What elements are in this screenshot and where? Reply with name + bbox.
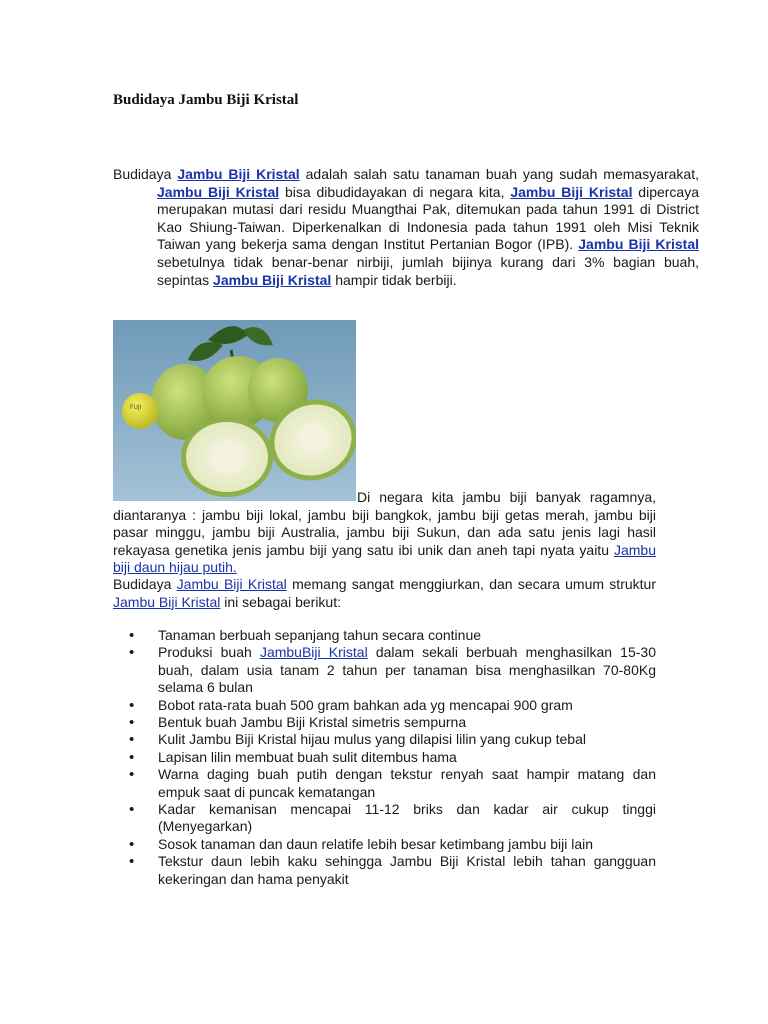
intro-paragraph — [113, 166, 699, 289]
intro-text: hampir tidak berbiji. — [331, 271, 457, 288]
page-title: Budidaya Jambu Biji Kristal — [113, 92, 299, 108]
link-jambu-biji-kristal[interactable]: Jambu Biji Kristal — [578, 236, 699, 253]
structure-text: ini sebagai berikut: — [220, 593, 342, 610]
structure-text: memang sangat menggiurkan, dan secara umum struktur — [286, 576, 656, 592]
list-item: • Bentuk buah Jambu Biji Kristal simetris sempurna — [113, 714, 656, 731]
link-jambu-biji-daun-hijau-putih[interactable]: Jambu biji daun hijau putih. — [113, 541, 656, 576]
features-list — [113, 627, 656, 888]
list-item — [113, 644, 656, 696]
intro-text: bisa dibudidayakan di negara kita, — [279, 183, 511, 200]
link-jambu-biji-kristal[interactable]: Jambu Biji Kristal — [113, 593, 221, 610]
link-jambu-biji-kristal[interactable]: Jambu Biji Kristal — [157, 183, 280, 200]
varieties-text: Di negara kita jambu biji banyak ragamnya, diantaranya : jambu biji lokal, jambu biji bangkok, jambu biji getas merah, jambu biji pasar minggu, jambu biji Australia, jambu biji Sukun, dan ada satu jenis lagi hasil rekayasa genetika jenis jambu biji yang satu ibi unik dan aneh tapi nyata yaitu — [113, 489, 656, 558]
photo-sticker-text: FUJI — [130, 404, 142, 411]
list-item: • Kadar kemanisan mencapai 11-12 briks dan kadar air cukup tinggi (Menyegarkan) — [113, 801, 656, 836]
list-item: • Warna daging buah putih dengan tekstur renyah saat hampir matang dan empuk saat di puncak kematangan — [113, 766, 656, 801]
intro-text: dipercaya merupakan mutasi dari residu Muangthai Pak, ditemukan pada tahun 1991 di District Kao Shiung-Taiwan. Diperkenalkan di Indonesia pada tahun 1991 oleh Misi Teknik Taiwan yang bekerja sama dengan Institut Pertanian Bogor (IPB). — [157, 183, 700, 253]
structure-paragraph — [113, 576, 656, 611]
list-item: • Bobot rata-rata buah 500 gram bahkan ada yg mencapai 900 gram — [113, 697, 656, 714]
link-jambu-biji-kristal[interactable]: Jambu Biji Kristal — [213, 271, 332, 288]
list-item: • Tekstur daun lebih kaku sehingga Jambu Biji Kristal lebih tahan gangguan kekeringan dan hama penyakit — [113, 853, 656, 888]
intro-text: sebetulnya tidak benar-benar nirbiji, jumlah bijinya kurang dari 3% bagian buah, sepintas — [157, 253, 699, 288]
guava-photo — [113, 320, 356, 501]
varieties-paragraph — [113, 489, 656, 577]
list-item-text: dalam sekali berbuah menghasilkan 15-30 buah, dalam usia tanam 2 tahun per tanaman bisa menghasilkan 70-80Kg selama 6 bulan — [158, 644, 656, 696]
intro-text: Budidaya — [113, 166, 178, 182]
list-item: • Sosok tanaman dan daun relatife lebih besar ketimbang jambu biji lain — [113, 836, 656, 853]
list-item: • Lapisan lilin membuat buah sulit ditembus hama — [113, 749, 656, 766]
list-item: • Kulit Jambu Biji Kristal hijau mulus yang dilapisi lilin yang cukup tebal — [113, 731, 656, 748]
structure-text: Budidaya — [113, 576, 177, 592]
link-jambubiji-kristal[interactable]: JambuBiji Kristal — [259, 644, 368, 661]
link-jambu-biji-kristal[interactable]: Jambu Biji Kristal — [176, 576, 287, 592]
link-jambu-biji-kristal[interactable]: Jambu Biji Kristal — [177, 166, 300, 182]
intro-text: adalah salah satu tanaman buah yang sudah memasyarakat, — [299, 166, 699, 182]
list-item: • Tanaman berbuah sepanjang tahun secara continue — [113, 627, 656, 644]
list-item-text: Produksi buah — [158, 644, 260, 661]
link-jambu-biji-kristal[interactable]: Jambu Biji Kristal — [510, 183, 633, 200]
